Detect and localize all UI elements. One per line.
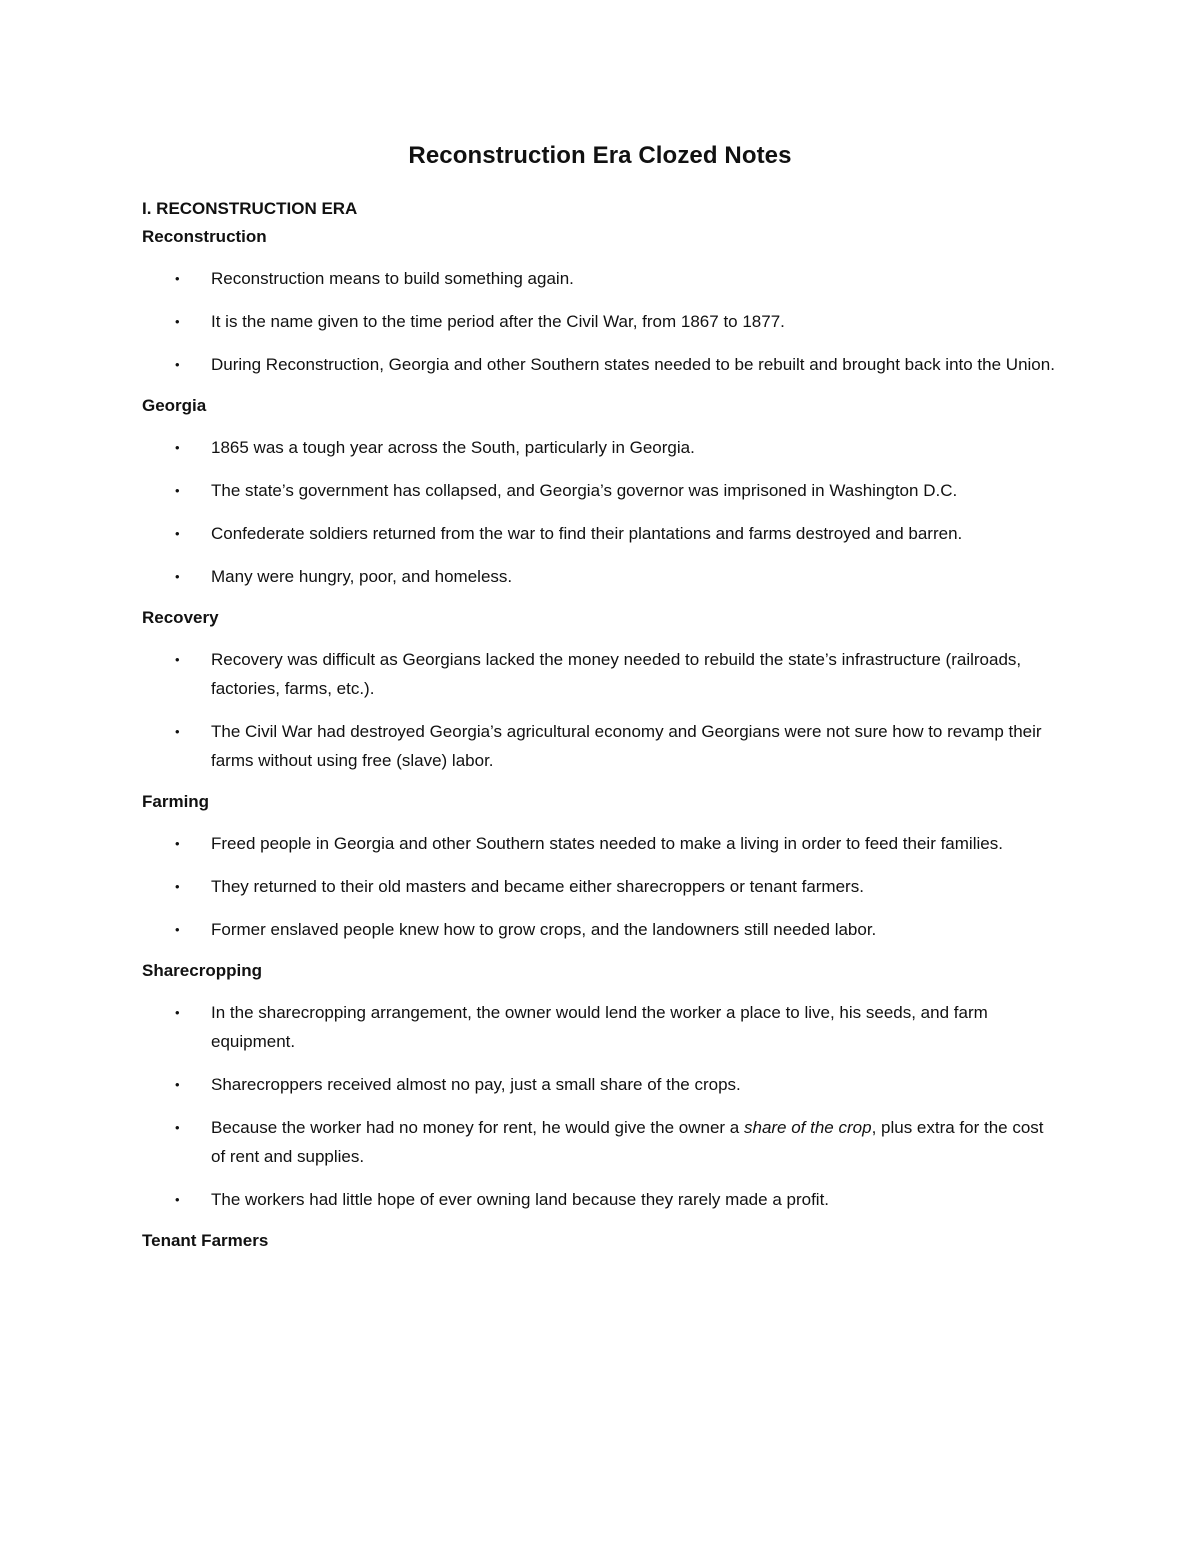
subheading-reconstruction: Reconstruction xyxy=(142,227,267,246)
bullet-icon: • xyxy=(175,922,180,937)
bullet-icon: • xyxy=(175,483,180,498)
list-item xyxy=(142,476,1062,505)
list-item xyxy=(142,562,1062,591)
list-item-text: They returned to their old masters and became either sharecroppers or tenant farmers. xyxy=(211,877,864,896)
subheading-tenant-farmers: Tenant Farmers xyxy=(142,1231,269,1250)
list-item xyxy=(142,829,1062,858)
list-item xyxy=(142,307,1062,336)
subheading-sharecropping: Sharecropping xyxy=(142,961,262,980)
bullet-icon: • xyxy=(175,1077,180,1092)
list-item-text xyxy=(211,1118,1044,1166)
list-item xyxy=(142,717,1062,775)
bullet-icon: • xyxy=(175,271,180,286)
list-item xyxy=(142,1185,1062,1214)
list-item xyxy=(142,1113,1062,1171)
list-item-text: During Reconstruction, Georgia and other Southern states needed to be rebuilt and brought back into the Union. xyxy=(211,355,1055,374)
list-item-text: Recovery was difficult as Georgians lacked the money needed to rebuild the state’s infrastructure (railroads, factories, farms, etc.). xyxy=(211,650,1022,698)
bullet-icon: • xyxy=(175,526,180,541)
bullet-icon: • xyxy=(175,357,180,372)
list-item-text-part: Because the worker had no money for rent, he would give the owner a xyxy=(211,1118,744,1137)
bullet-list-reconstruction xyxy=(142,264,1062,379)
document-body xyxy=(142,196,1062,1268)
bullet-icon: • xyxy=(175,314,180,329)
list-item xyxy=(142,1070,1062,1099)
list-item-text: Reconstruction means to build something again. xyxy=(211,269,574,288)
emphasis-text: share of the crop xyxy=(743,1118,872,1137)
list-item-text: Freed people in Georgia and other Southern states needed to make a living in order to feed their families. xyxy=(211,834,1003,853)
list-item xyxy=(142,433,1062,462)
list-item-text: Former enslaved people knew how to grow crops, and the landowners still needed labor. xyxy=(211,920,877,939)
bullet-list-recovery xyxy=(142,645,1062,775)
bullet-icon: • xyxy=(175,652,180,667)
list-item-text: In the sharecropping arrangement, the owner would lend the worker a place to live, his seeds, and farm equipment. xyxy=(211,1003,988,1051)
bullet-icon: • xyxy=(175,569,180,584)
list-item xyxy=(142,645,1062,703)
document-title: Reconstruction Era Clozed Notes xyxy=(408,142,792,169)
list-item xyxy=(142,519,1062,548)
bullet-list-georgia xyxy=(142,433,1062,591)
list-item xyxy=(142,915,1062,944)
subheading-recovery: Recovery xyxy=(142,608,219,627)
list-item-text: It is the name given to the time period after the Civil War, from 1867 to 1877. xyxy=(211,312,785,331)
bullet-icon: • xyxy=(175,1120,180,1135)
list-item xyxy=(142,872,1062,901)
list-item-text: The workers had little hope of ever owning land because they rarely made a profit. xyxy=(211,1190,830,1209)
bullet-icon: • xyxy=(175,1192,180,1207)
list-item-text: Many were hungry, poor, and homeless. xyxy=(211,567,513,586)
subheading-georgia: Georgia xyxy=(142,396,207,415)
list-item xyxy=(142,998,1062,1056)
bullet-icon: • xyxy=(175,440,180,455)
section-heading: I. RECONSTRUCTION ERA xyxy=(142,199,358,218)
bullet-icon: • xyxy=(175,1005,180,1020)
list-item-text: 1865 was a tough year across the South, particularly in Georgia. xyxy=(211,438,695,457)
list-item-text-part: , plus extra for the cost of rent and supplies. xyxy=(211,1118,1044,1166)
list-item-text: The state’s government has collapsed, and Georgia’s governor was imprisoned in Washington D.C. xyxy=(211,481,958,500)
subheading-farming: Farming xyxy=(142,792,210,811)
bullet-icon: • xyxy=(175,836,180,851)
list-item xyxy=(142,264,1062,293)
list-item-text: Sharecroppers received almost no pay, just a small share of the crops. xyxy=(211,1075,741,1094)
bullet-list-sharecropping xyxy=(142,998,1062,1214)
bullet-list-farming xyxy=(142,829,1062,944)
bullet-icon: • xyxy=(175,879,180,894)
bullet-icon: • xyxy=(175,724,180,739)
list-item-text: Confederate soldiers returned from the war to find their plantations and farms destroyed and barren. xyxy=(211,524,963,543)
list-item-text: The Civil War had destroyed Georgia’s agricultural economy and Georgians were not sure how to revamp their farms without using free (slave) labor. xyxy=(211,722,1042,770)
list-item xyxy=(142,350,1062,379)
